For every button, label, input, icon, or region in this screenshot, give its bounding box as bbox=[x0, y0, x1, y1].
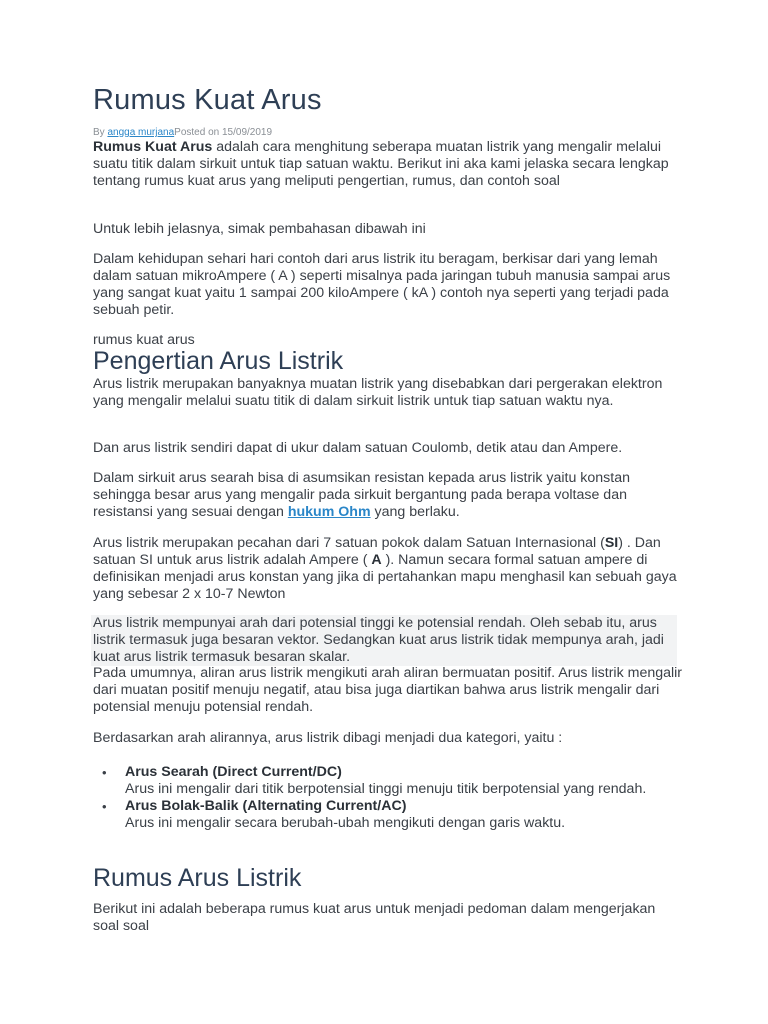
si-text-3: ). Namun secara formal satuan ampere di definisikan menjadi arus konstan yang jika di pertahankan mapu menghasil kan sebuah gaya yang sebesar 2 x 10-7 Newton bbox=[93, 552, 677, 602]
byline bbox=[93, 127, 272, 138]
paragraph-pedoman: Berikut ini adalah beberapa rumus kuat arus untuk menjadi pedoman dalam mengerjakan soal soal bbox=[93, 901, 656, 934]
page-title: Rumus Kuat Arus bbox=[93, 84, 322, 116]
paragraph-kategori: Berdasarkan arah alirannya, arus listrik dibagi menjadi dua kategori, yaitu : bbox=[93, 730, 563, 746]
paragraph-arus-definisi: Arus listrik merupakan banyaknya muatan listrik yang disebabkan dari pergerakan elektron yang mengalir melalui suatu titik di dalam sirkuit listrik untuk tiap satuan waktu nya. bbox=[93, 376, 663, 409]
si-text-2: ) . Dan satuan SI untuk arus listrik adalah Ampere ( bbox=[93, 535, 661, 568]
ampere-bold: A bbox=[371, 552, 382, 568]
searah-text-before: Dalam sirkuit arus searah bisa di asumsikan resistan kepada arus listrik yaitu konstan sehingga besar arus yang mengalir pada sirkuit bergantung pada berapa voltase dan resistansi yang sesuai dengan bbox=[93, 470, 630, 520]
list-item bbox=[93, 764, 646, 798]
list-item-desc: Arus ini mengalir secara berubah-ubah mengikuti dengan garis waktu. bbox=[125, 815, 566, 831]
si-text-1: Arus listrik merupakan pecahan dari 7 satuan pokok dalam Satuan Internasional ( bbox=[93, 535, 605, 551]
intro-text: adalah cara menghitung seberapa muatan listrik yang mengalir melalui suatu titik dalam sirkuit untuk tiap satuan waktu. Berikut ini aka kami jelaska secara lengkap tentang rumus kuat arus yang meliputi pengertian, rumus, dan contoh soal bbox=[93, 139, 669, 189]
hukum-ohm-link[interactable]: hukum Ohm bbox=[287, 504, 371, 520]
paragraph-simak: Untuk lebih jelasnya, simak pembahasan dibawah ini bbox=[93, 221, 426, 237]
bullet-icon: • bbox=[102, 799, 107, 814]
heading-rumus: Rumus Arus Listrik bbox=[93, 864, 302, 892]
paragraph-vektor: Arus listrik mempunyai arah dari potensial tinggi ke potensial rendah. Oleh sebab itu, arus listrik termasuk juga besaran vektor. Sedangkan kuat arus listrik tidak mempunya arah, jadi kuat arus listrik termasuk besaran skalar. bbox=[93, 615, 664, 665]
paragraph-si bbox=[93, 535, 683, 603]
byline-prefix: By bbox=[93, 127, 108, 138]
searah-text-after: yang berlaku. bbox=[370, 504, 460, 520]
paragraph-kehidupan: Dalam kehidupan sehari hari contoh dari arus listrik itu beragam, berkisar dari yang lemah dalam satuan mikroAmpere ( A ) seperti misalnya pada jaringan tubuh manusia sampai arus yang sangat kuat yaitu 1 sampai 200 kiloAmpere ( kA ) contoh nya seperti yang terjadi pada sebuah petir. bbox=[93, 251, 671, 318]
bullet-icon: • bbox=[102, 765, 107, 780]
current-types-list bbox=[93, 764, 646, 832]
paragraph-searah bbox=[93, 470, 683, 521]
list-item-desc: Arus ini mengalir dari titik berpotensial tinggi menuju titik berpotensial yang rendah. bbox=[125, 781, 647, 797]
heading-pengertian: Pengertian Arus Listrik bbox=[93, 347, 344, 375]
paragraph-coulomb: Dan arus listrik sendiri dapat di ukur dalam satuan Coulomb, detik atau dan Ampere. bbox=[93, 440, 623, 456]
list-item-title: Arus Searah (Direct Current/DC) bbox=[125, 764, 342, 780]
paragraph-umumnya: Pada umumnya, aliran arus listrik mengikuti arah aliran bermuatan positif. Arus listrik mengalir dari muatan positif menuju negatif, atau bisa juga diartikan bahwa arus listrik mengalir dari potensial menuju potensial rendah. bbox=[93, 665, 683, 715]
intro-bold: Rumus Kuat Arus bbox=[93, 139, 213, 155]
intro-paragraph bbox=[93, 139, 683, 190]
list-item-title: Arus Bolak-Balik (Alternating Current/AC) bbox=[125, 798, 407, 814]
list-item bbox=[93, 798, 646, 832]
posted-date: Posted on 15/09/2019 bbox=[174, 127, 273, 138]
image-caption: rumus kuat arus bbox=[93, 332, 195, 348]
author-link[interactable]: angga murjana bbox=[107, 127, 175, 138]
si-bold: SI bbox=[604, 535, 619, 551]
